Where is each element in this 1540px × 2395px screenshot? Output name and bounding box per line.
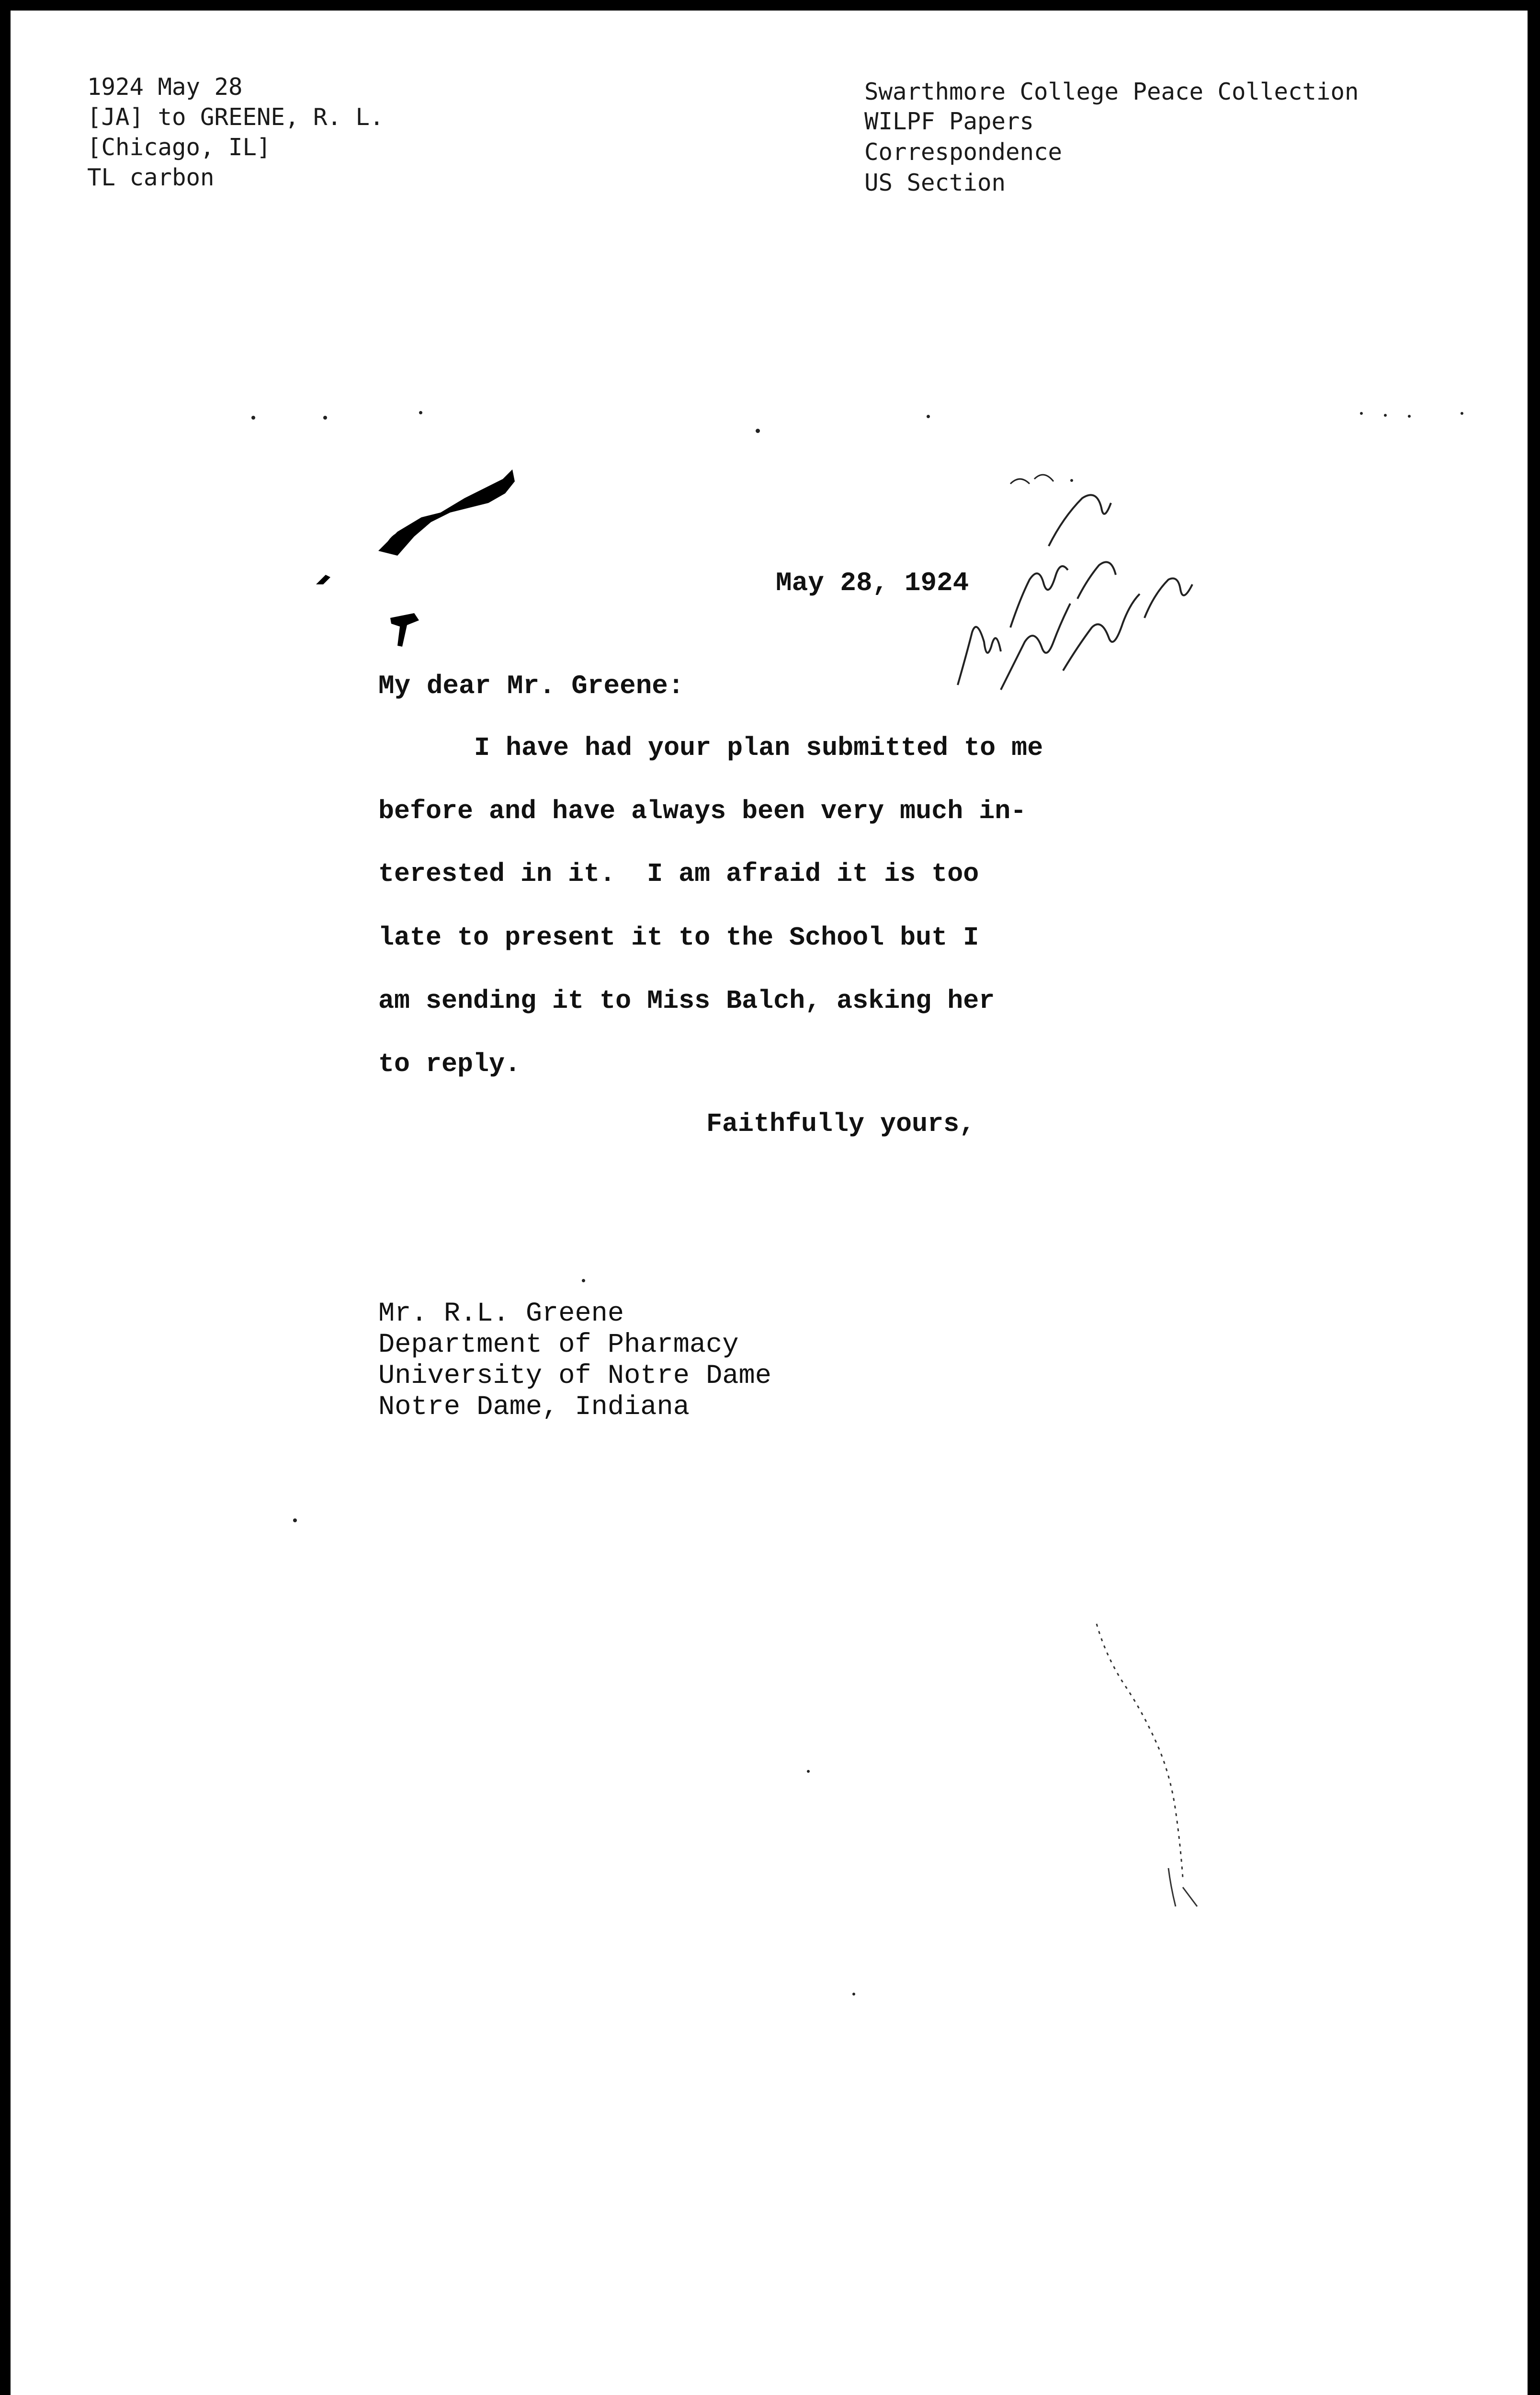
letter-body-line: before and have always been very much in-	[378, 796, 1027, 826]
archive-collection: Swarthmore College Peace Collection	[864, 78, 1359, 105]
archive-date: 1924 May 28	[87, 73, 243, 101]
archive-section: US Section	[864, 169, 1006, 196]
scan-border-top	[0, 0, 1540, 11]
letter-date: May 28, 1924	[776, 568, 969, 598]
letter-closing: Faithfully yours,	[706, 1109, 975, 1139]
archive-papers: WILPF Papers	[864, 108, 1034, 135]
scan-border-left	[0, 0, 11, 2395]
pencil-stroke	[1087, 1619, 1212, 1916]
ink-mark	[385, 608, 424, 651]
recipient-department: Department of Pharmacy	[378, 1330, 739, 1360]
letter-body-line: am sending it to Miss Balch, asking her	[378, 986, 995, 1016]
letter-body-line: late to present it to the School but I	[378, 923, 979, 953]
archive-doc-type: TL carbon	[87, 164, 215, 191]
recipient-city: Notre Dame, Indiana	[378, 1392, 690, 1423]
archive-correspondents: [JA] to GREENE, R. L.	[87, 103, 384, 131]
recipient-name: Mr. R.L. Greene	[378, 1299, 624, 1329]
archive-location: [Chicago, IL]	[87, 134, 271, 161]
letter-salutation: My dear Mr. Greene:	[378, 671, 684, 701]
ink-blot	[369, 460, 527, 565]
letter-body-line: to reply.	[378, 1049, 521, 1079]
ink-speck	[314, 570, 338, 589]
handwritten-note	[939, 460, 1226, 728]
archive-series: Correspondence	[864, 138, 1063, 166]
letter-body-line: terested in it. I am afraid it is too	[378, 859, 979, 889]
letter-body-line: I have had your plan submitted to me	[474, 733, 1043, 763]
scan-border-right	[1528, 0, 1540, 2395]
recipient-institution: University of Notre Dame	[378, 1361, 771, 1391]
